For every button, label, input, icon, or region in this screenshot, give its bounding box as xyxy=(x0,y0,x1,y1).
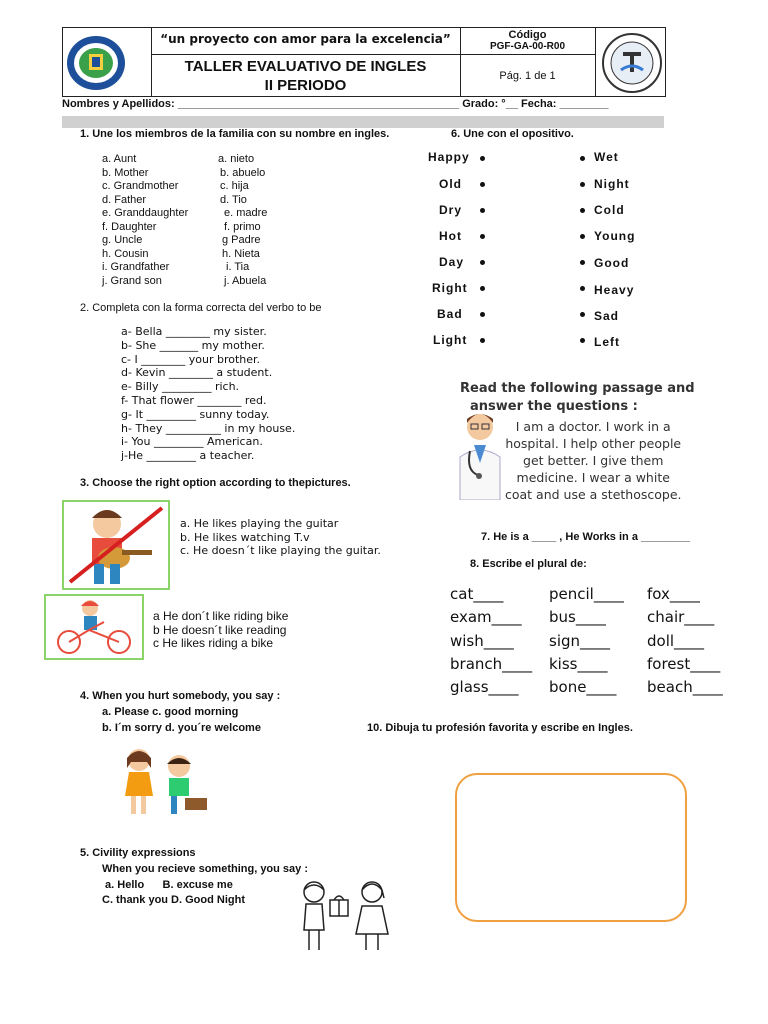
q1-prompt: 1. Une los miembros de la familia con su nombre en ingles. xyxy=(80,128,390,140)
motto: “un proyecto con amor para la excelencia” xyxy=(160,32,451,46)
opposite-right-word: Cold xyxy=(594,203,625,217)
plural-word: bone____ xyxy=(549,678,617,696)
q4-options-line2: b. I´m sorry d. you´re welcome xyxy=(102,722,261,734)
match-dot-icon[interactable] xyxy=(480,182,485,187)
plural-word: sign____ xyxy=(549,632,611,650)
option-item: b. He likes watching T.v xyxy=(180,530,310,544)
list-item: d. Tio xyxy=(220,193,247,206)
opposite-left-word: Day xyxy=(439,255,465,269)
list-item: a- Bella ________ my sister. xyxy=(121,325,267,338)
list-item: d- Kevin ________ a student. xyxy=(121,366,273,380)
match-dot-icon[interactable] xyxy=(480,208,485,213)
list-item: h. Cousin xyxy=(102,247,149,260)
boy-guitar-crossed-illustration xyxy=(62,500,170,590)
plural-word: pencil____ xyxy=(549,585,624,603)
code-label: Código xyxy=(508,29,547,41)
match-dot-icon[interactable] xyxy=(480,312,485,317)
drawing-answer-box[interactable] xyxy=(455,773,687,922)
list-item: g- It _________ sunny today. xyxy=(121,407,270,421)
opposite-right-word: Sad xyxy=(594,309,620,323)
plural-word: wish____ xyxy=(450,632,514,650)
list-item: b- She _______ my mother. xyxy=(121,338,265,352)
q5-options-line1: a. Hello B. excuse me xyxy=(102,879,233,891)
boy-riding-bike-illustration xyxy=(44,594,144,660)
match-dot-icon[interactable] xyxy=(480,156,485,161)
list-item: i- You _________ American. xyxy=(121,435,263,449)
q5-options-line2: C. thank you D. Good Night xyxy=(102,894,245,906)
list-item: h. Nieta xyxy=(222,247,260,260)
q2-prompt: 2. Completa con la forma correcta del verbo to be xyxy=(80,302,322,314)
list-item: d. Father xyxy=(102,193,147,206)
list-item: e. Granddaughter xyxy=(102,207,189,219)
match-dot-icon[interactable] xyxy=(580,312,585,317)
q7-prompt: 7. He is a ____ , He Works in a ________ xyxy=(481,531,690,543)
q3-prompt: 3. Choose the right option according to thepictures. xyxy=(80,477,351,489)
kids-gift-illustration xyxy=(290,878,398,954)
passage-text xyxy=(505,418,681,503)
plural-word: kiss____ xyxy=(549,655,608,673)
passage-heading-1: Read the following passage and xyxy=(460,381,695,396)
worksheet-period: II PERIODO xyxy=(264,77,347,94)
list-item: g Padre xyxy=(222,234,261,246)
doctor-illustration xyxy=(452,405,508,500)
list-item: j-He _________ a teacher. xyxy=(121,449,255,463)
divider-bar xyxy=(62,116,664,128)
list-item: c. hija xyxy=(220,180,249,192)
list-item: a. Aunt xyxy=(102,153,137,165)
list-item: j. Abuela xyxy=(224,274,267,287)
match-dot-icon[interactable] xyxy=(580,260,585,265)
plural-word: bus____ xyxy=(549,608,606,626)
match-dot-icon[interactable] xyxy=(580,208,585,213)
opposite-left-word: Right xyxy=(432,281,468,295)
match-dot-icon[interactable] xyxy=(580,286,585,291)
match-dot-icon[interactable] xyxy=(480,234,485,239)
opposite-right-word: Wet xyxy=(594,150,619,164)
passage-line: I am a doctor. I work in a xyxy=(515,419,671,434)
kids-hurt-illustration xyxy=(107,744,211,820)
option-item: b He doesn´t like reading xyxy=(153,622,287,637)
option-item: a He don´t like riding bike xyxy=(153,609,289,623)
q5-subprompt: When you recieve something, you say : xyxy=(102,863,308,875)
opposite-left-word: Light xyxy=(433,333,468,347)
opposite-right-word: Good xyxy=(594,256,630,270)
match-dot-icon[interactable] xyxy=(480,338,485,343)
list-item: c. Grandmother xyxy=(102,180,179,192)
opposite-left-word: Happy xyxy=(428,150,470,164)
opposite-right-word: Heavy xyxy=(594,283,635,297)
match-dot-icon[interactable] xyxy=(480,286,485,291)
list-item: a. nieto xyxy=(218,153,255,165)
passage-line: hospital. I help other people xyxy=(505,436,682,451)
passage-line: coat and use a stethoscope. xyxy=(505,487,682,502)
match-dot-icon[interactable] xyxy=(580,156,585,161)
match-dot-icon[interactable] xyxy=(580,338,585,343)
list-item: c- I ________ your brother. xyxy=(121,352,261,366)
plural-word: beach____ xyxy=(647,678,723,696)
list-item: f. Daughter xyxy=(102,220,157,233)
q8-prompt: 8. Escribe el plural de: xyxy=(470,558,587,570)
plural-word: doll____ xyxy=(647,632,705,650)
list-item: b. abuelo xyxy=(220,166,266,179)
plural-word: chair____ xyxy=(647,608,715,626)
list-item: j. Grand son xyxy=(102,274,162,287)
list-item: g. Uncle xyxy=(102,234,143,246)
q5-prompt: 5. Civility expressions xyxy=(80,847,196,859)
list-item: f- That flower ________ red. xyxy=(121,393,267,407)
q1-spanish-list xyxy=(218,153,267,288)
passage-heading-2: answer the questions : xyxy=(470,399,638,414)
plural-word: exam____ xyxy=(450,608,522,626)
student-info-line: Nombres y Apellidos: ______________________________________________ Grado: °__ Fecha: ________ xyxy=(62,98,609,110)
q10-prompt: 10. Dibuja tu profesión favorita y escribe en Ingles. xyxy=(367,722,633,734)
page-number: Pág. 1 de 1 xyxy=(499,70,556,82)
opposite-right-word: Left xyxy=(594,335,620,349)
opposite-right-word: Night xyxy=(594,177,630,191)
match-dot-icon[interactable] xyxy=(480,260,485,265)
q1-family-list xyxy=(102,153,188,288)
plural-word: cat____ xyxy=(450,585,504,603)
list-item: i. Tia xyxy=(226,261,250,273)
q4-prompt: 4. When you hurt somebody, you say : xyxy=(80,690,281,702)
passage-line: get better. I give them xyxy=(523,453,664,468)
plural-word: forest____ xyxy=(647,655,721,673)
opposite-left-word: Bad xyxy=(437,307,463,321)
q3-set2-options xyxy=(153,610,288,651)
list-item: f. primo xyxy=(224,220,261,233)
opposite-left-word: Old xyxy=(439,177,462,191)
match-dot-icon[interactable] xyxy=(580,182,585,187)
opposite-left-word: Dry xyxy=(439,203,463,217)
list-item: h- They __________ in my house. xyxy=(121,421,296,435)
q4-options-line1: a. Please c. good morning xyxy=(102,706,239,718)
opposite-right-word: Young xyxy=(594,229,636,243)
option-item: c He likes riding a bike xyxy=(153,636,274,650)
plural-word: fox____ xyxy=(647,585,700,603)
school-seal-right-icon xyxy=(601,32,663,94)
option-item: a. He likes playing the guitar xyxy=(180,517,339,530)
list-item: e. madre xyxy=(224,207,268,219)
q3-set1-options xyxy=(180,517,381,558)
passage-line: medicine. I wear a white xyxy=(516,470,670,485)
q6-prompt: 6. Une con el opositivo. xyxy=(451,128,574,140)
q2-to-be-list xyxy=(121,325,295,463)
match-dot-icon[interactable] xyxy=(580,234,585,239)
option-item: c. He doesn´t like playing the guitar. xyxy=(180,544,381,557)
school-seal-left-icon xyxy=(65,34,127,92)
list-item: e- Billy _________ rich. xyxy=(121,380,240,394)
list-item: i. Grandfather xyxy=(102,261,170,273)
code-value: PGF-GA-00-R00 xyxy=(489,41,565,52)
plural-word: branch____ xyxy=(450,655,533,673)
plural-word: glass____ xyxy=(450,678,519,696)
opposite-left-word: Hot xyxy=(439,229,462,243)
header-box xyxy=(62,27,666,97)
worksheet-title: TALLER EVALUATIVO DE INGLES xyxy=(184,58,427,75)
list-item: b. Mother xyxy=(102,166,149,179)
